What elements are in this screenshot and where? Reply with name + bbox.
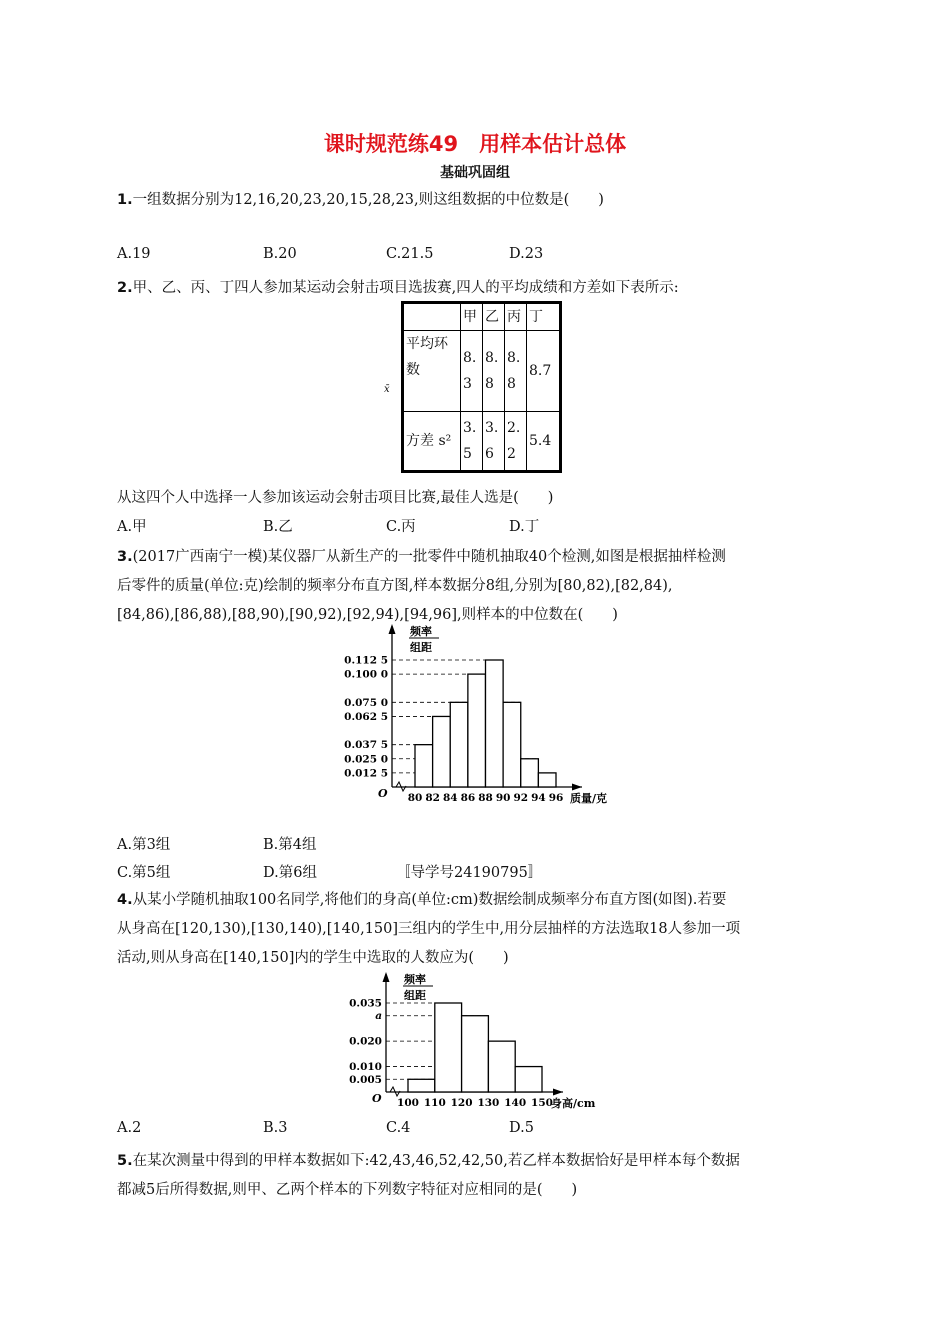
- option-b: B.乙: [263, 519, 293, 535]
- table-corner: [403, 303, 461, 331]
- option-b: B.第4组: [263, 837, 317, 853]
- question-text: 从某小学随机抽取100名同学,将他们的身高(单位:cm)数据绘制成频率分布直方图(如图).若要: [132, 892, 727, 908]
- question-2: [117, 276, 679, 297]
- question-number: 1.: [117, 192, 133, 208]
- x-tick-label: 92: [513, 792, 529, 804]
- y-tick-label: 0.100 0: [344, 668, 388, 681]
- option-a: A.第3组: [117, 837, 171, 853]
- question-4-line3: 活动,则从身高在[140,150]内的学生中选取的人数应为( ): [117, 950, 509, 966]
- question-4: [117, 888, 726, 909]
- y-tick-label: 0.062 5: [344, 710, 388, 723]
- question-3: [117, 545, 726, 566]
- histogram-bar: [435, 1003, 462, 1092]
- option-c: C.21.5: [386, 246, 434, 262]
- table-header: 丁: [527, 303, 561, 331]
- y-tick-label: 0.075 0: [344, 696, 388, 709]
- y-tick-label: 0.035: [349, 997, 382, 1010]
- x-tick-label: 86: [460, 792, 476, 804]
- page-title: 课时规范练49 用样本估计总体: [323, 132, 627, 156]
- x-tick-label: 96: [548, 792, 564, 804]
- histogram-bar: [408, 1079, 435, 1092]
- row-label-text: 平均环数: [406, 336, 448, 378]
- option-b: B.20: [263, 246, 297, 262]
- question-3-line2: 后零件的质量(单位:克)绘制的频率分布直方图,样本数据分8组,分别为[80,82),[82,84),: [117, 578, 673, 594]
- histogram-bar: [433, 716, 451, 787]
- histogram-bar: [515, 1067, 542, 1092]
- question-number: 3.: [117, 549, 133, 565]
- origin-label: O: [378, 787, 388, 800]
- x-axis-label: 身高/cm: [551, 1097, 596, 1110]
- table-cell: 8.8: [505, 331, 527, 412]
- y-axis-arrow: [383, 972, 390, 982]
- question-number: 2.: [117, 280, 133, 296]
- histogram-bar: [486, 660, 504, 787]
- table-row-label: 方差 s²: [403, 412, 461, 472]
- question-text: 甲、乙、丙、丁四人参加某运动会射击项目选拔赛,四人的平均成绩和方差如下表所示:: [132, 280, 679, 296]
- question-text: 在某次测量中得到的甲样本数据如下:42,43,46,52,42,50,若乙样本数据恰好是甲样本每个数据: [132, 1153, 740, 1169]
- origin-label: O: [372, 1092, 382, 1105]
- table-header: 丙: [505, 303, 527, 331]
- x-tick-label: 82: [425, 792, 440, 804]
- histogram-bar: [538, 773, 556, 787]
- y-tick-label: 0.020: [349, 1035, 382, 1048]
- x-tick-label: 94: [531, 792, 546, 804]
- histogram-mass: [340, 618, 630, 810]
- y-axis-arrow: [389, 624, 396, 634]
- x-tick-label: 110: [423, 1097, 446, 1109]
- option-b: B.3: [263, 1120, 288, 1136]
- option-d: D.23: [509, 246, 544, 262]
- y-axis-label: 频率: [404, 973, 426, 986]
- option-c: C.第5组: [117, 865, 171, 881]
- question-2-text2: 从这四个人中选择一人参加该运动会射击项目比赛,最佳人选是( ): [117, 490, 554, 506]
- table-cell: 5.4: [527, 412, 561, 472]
- x-tick-label: 100: [397, 1097, 419, 1109]
- option-a: A.19: [117, 246, 151, 262]
- table-header: 甲: [461, 303, 483, 331]
- table-cell: 2.2: [505, 412, 527, 472]
- table-header: 乙: [483, 303, 505, 331]
- y-tick-label: 0.037 5: [344, 739, 388, 752]
- x-tick-label: 150: [531, 1097, 553, 1109]
- option-c: C.丙: [386, 519, 416, 535]
- x-tick-label: 90: [495, 792, 511, 804]
- question-5-line2: 都减5后所得数据,则甲、乙两个样本的下列数字特征对应相同的是( ): [117, 1182, 578, 1198]
- y-tick-label: 0.025 0: [344, 753, 388, 766]
- question-number: 4.: [117, 892, 133, 908]
- y-tick-label: 0.005: [349, 1073, 382, 1086]
- question-4-line2: 从身高在[120,130),[130,140),[140,150]三组内的学生中,用分层抽样的方法选取18人参加一项: [117, 921, 741, 937]
- table-cell: 3.5: [461, 412, 483, 472]
- histogram-bar: [468, 674, 486, 787]
- score-table: [384, 301, 562, 473]
- option-d: D.第6组: [263, 865, 317, 881]
- table-cell: 3.6: [483, 412, 505, 472]
- question-text: (2017广西南宁一模)某仪器厂从新生产的一批零件中随机抽取40个检测,如图是根据抽样检测: [132, 549, 726, 565]
- histogram-height: [345, 966, 610, 1114]
- question-3-line3: [84,86),[86,88),[88,90),[90,92),[92,94),[94,96],则样本的中位数在( ): [117, 607, 618, 623]
- question-number: 5.: [117, 1153, 133, 1169]
- question-1: [117, 188, 604, 209]
- option-a: A.甲: [117, 519, 147, 535]
- histogram-bar: [450, 702, 468, 787]
- y-tick-label: a: [375, 1010, 382, 1023]
- x-axis-arrow: [553, 1089, 563, 1096]
- y-axis-label: 组距: [410, 641, 432, 654]
- y-tick-label: 0.112 5: [344, 654, 388, 667]
- question-text: 一组数据分别为12,16,20,23,20,15,28,23,则这组数据的中位数是( ): [132, 192, 604, 208]
- x-axis-arrow: [572, 784, 582, 791]
- x-tick-label: 120: [450, 1097, 473, 1109]
- option-d: D.5: [509, 1120, 534, 1136]
- histogram-bar: [503, 702, 521, 787]
- y-tick-label: 0.012 5: [344, 767, 388, 780]
- question-5: [117, 1149, 740, 1170]
- x-tick-label: 88: [478, 792, 493, 804]
- table-cell: 8.8: [483, 331, 505, 412]
- histogram-bar: [462, 1016, 489, 1092]
- table-cell: 8.7: [527, 331, 561, 412]
- y-axis-label: 频率: [410, 625, 432, 638]
- histogram-bar: [521, 759, 539, 787]
- x-axis-label: 质量/克: [570, 792, 608, 805]
- y-axis-label: 组距: [404, 989, 426, 1002]
- option-c: C.4: [386, 1120, 411, 1136]
- reference-number: 〚导学号24190795〛: [396, 865, 543, 881]
- row-label-symbol: x̄: [384, 384, 390, 395]
- table-row-label: [384, 331, 461, 412]
- x-tick-label: 80: [407, 792, 423, 804]
- x-tick-label: 84: [442, 792, 458, 804]
- histogram-bar: [415, 745, 433, 787]
- table-cell: 8.3: [461, 331, 483, 412]
- section-title: 基础巩固组: [440, 165, 510, 181]
- option-d: D.丁: [509, 519, 540, 535]
- x-tick-label: 140: [504, 1097, 527, 1109]
- histogram-bar: [488, 1041, 515, 1092]
- option-a: A.2: [117, 1120, 142, 1136]
- y-tick-label: 0.010: [349, 1061, 382, 1074]
- x-tick-label: 130: [477, 1097, 500, 1109]
